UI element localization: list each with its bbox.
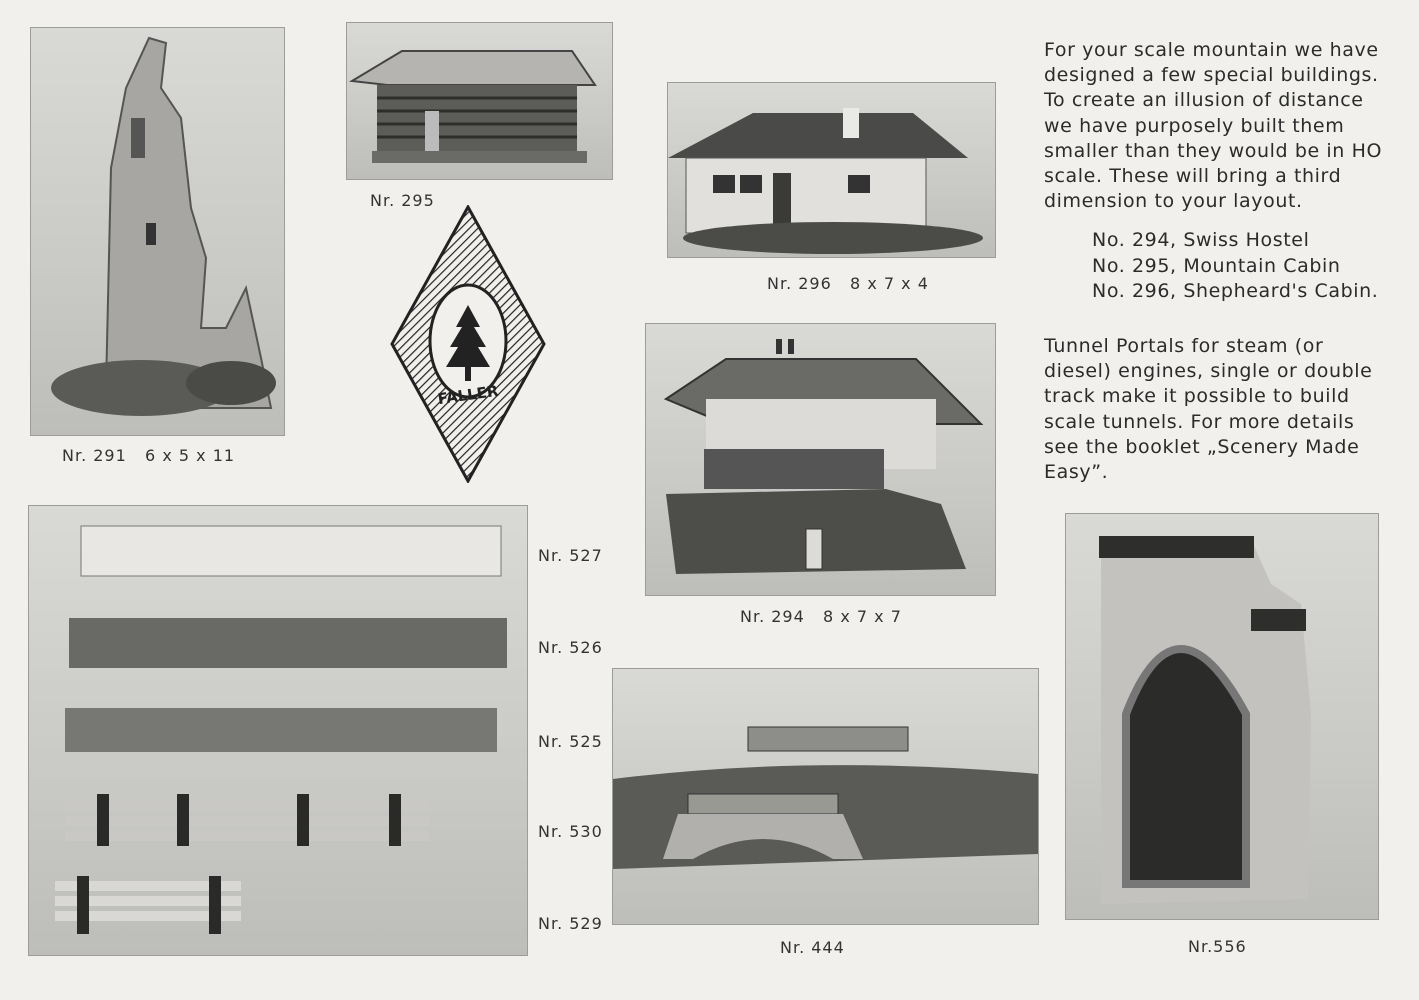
photo-hostel-294	[645, 323, 996, 596]
caption-nr525: Nr. 525	[538, 732, 603, 751]
list-item: No. 295, Mountain Cabin	[1092, 254, 1341, 277]
tunnel-paragraph: Tunnel Portals for steam (or diesel) engines, single or double track make it possible to build scale tunnels. For more details see the booklet „Scenery Made Easy”.	[1044, 335, 1373, 484]
caption-nr556: Nr.556	[1188, 937, 1247, 956]
photo-fences	[28, 505, 528, 956]
caption-nr295: Nr. 295	[370, 191, 435, 210]
description-text	[1044, 38, 1389, 485]
caption-nr294: Nr. 294 8 x 7 x 7	[740, 607, 902, 626]
photo-bridge-444	[612, 668, 1039, 925]
photo-cabin-296	[667, 82, 996, 258]
list-item: No. 296, Shepheard's Cabin.	[1092, 279, 1379, 302]
caption-nr527: Nr. 527	[538, 546, 603, 565]
faller-logo	[390, 205, 546, 483]
photo-cabin-295	[346, 22, 613, 180]
caption-nr530: Nr. 530	[538, 822, 603, 841]
logo-text: FALLER	[436, 381, 500, 409]
intro-paragraph: For your scale mountain we have designed a few special buildings. To create an illusion of distance we have purposely built them smaller than they would be in HO scale. These will bring a third dimension to your layout.	[1044, 39, 1383, 213]
caption-nr526: Nr. 526	[538, 638, 603, 657]
caption-nr529: Nr. 529	[538, 914, 603, 933]
caption-nr291: Nr. 291 6 x 5 x 11	[62, 446, 236, 465]
buildings-list	[1092, 228, 1389, 304]
list-item: No. 294, Swiss Hostel	[1092, 229, 1310, 252]
photo-ruin-291	[30, 27, 285, 436]
photo-tunnel-556	[1065, 513, 1379, 920]
caption-nr296: Nr. 296 8 x 7 x 4	[767, 274, 929, 293]
caption-nr444: Nr. 444	[780, 938, 845, 957]
